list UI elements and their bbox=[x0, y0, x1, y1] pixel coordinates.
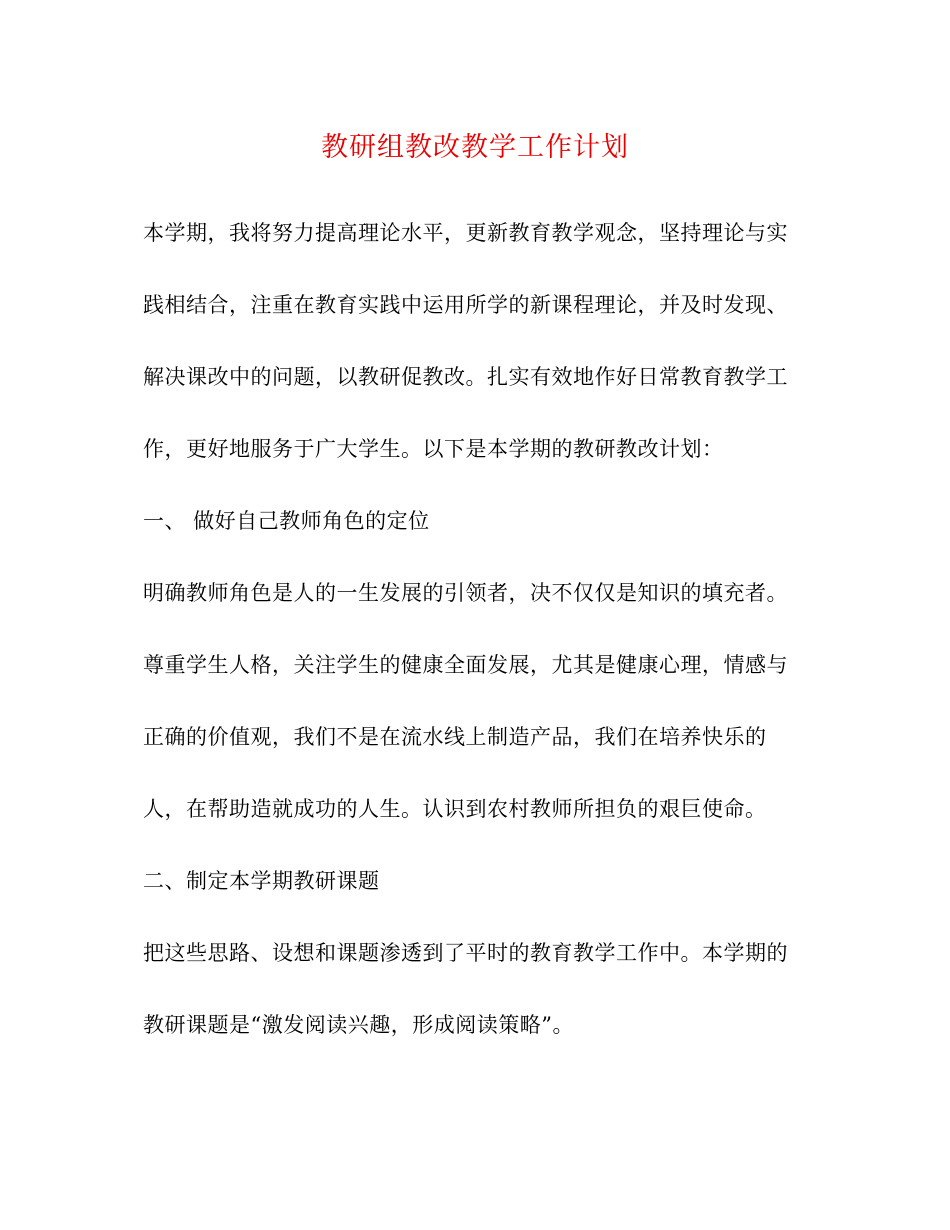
document-title: 教研组教改教学工作计划 bbox=[321, 132, 629, 163]
paragraph-line: 践相结合，注重在教育实践中运用所学的新课程理论，并及时发现、 bbox=[143, 293, 788, 317]
paragraph-line: 本学期，我将努力提高理论水平，更新教育教学观念，坚持理论与实 bbox=[143, 221, 788, 245]
section-heading: 一、 做好自己教师角色的定位 bbox=[143, 509, 430, 533]
paragraph-line: 解决课改中的问题，以教研促教改。扎实有效地作好日常教育教学工 bbox=[143, 365, 788, 389]
paragraph-line: 把这些思路、设想和课题渗透到了平时的教育教学工作中。本学期的 bbox=[143, 941, 788, 965]
paragraph-line: 人，在帮助造就成功的人生。认识到农村教师所担负的艰巨使命。 bbox=[143, 797, 767, 821]
paragraph-line: 明确教师角色是人的一生发展的引领者，决不仅仅是知识的填充者。 bbox=[143, 581, 788, 605]
paragraph-line: 教研课题是“激发阅读兴趣，形成阅读策略”。 bbox=[143, 1013, 574, 1037]
paragraph-line: 正确的价值观，我们不是在流水线上制造产品，我们在培养快乐的 bbox=[143, 725, 767, 749]
paragraph-line: 作，更好地服务于广大学生。以下是本学期的教研教改计划： bbox=[143, 437, 724, 461]
paragraph-line: 尊重学生人格，关注学生的健康全面发展，尤其是健康心理，情感与 bbox=[143, 653, 788, 677]
section-heading: 二、制定本学期教研课题 bbox=[143, 869, 380, 893]
